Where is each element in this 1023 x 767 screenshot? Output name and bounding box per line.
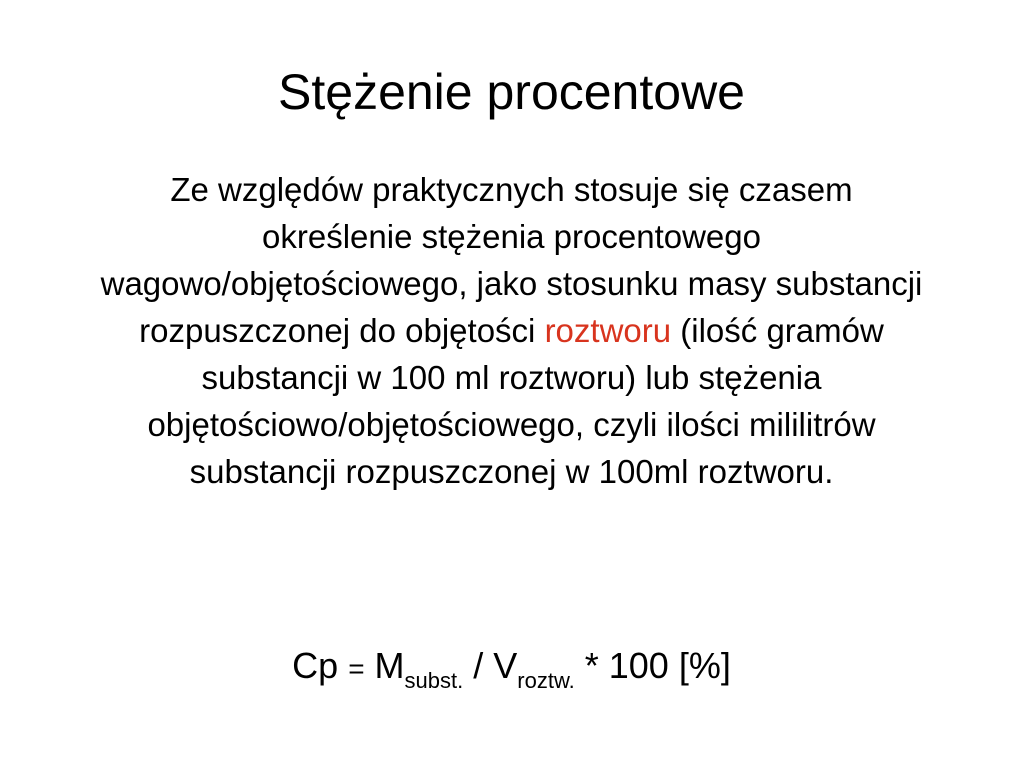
formula-divide-volume: / V [463, 645, 518, 686]
formula-lhs: Cp [292, 645, 349, 686]
body-text-part1: Ze względów praktycznych stosuje się czasem określenie stężenia procentowego wagowo/objętościowego, jako stosunku masy substancji rozpuszczonej do objętości [100, 171, 923, 349]
formula-tail: * 100 [%] [574, 645, 731, 686]
body-highlight-roztworu: roztworu [544, 312, 672, 349]
body-text-part2: (ilość gramów substancji w 100 ml roztworu) lub stężenia objętościowo/objętościowego, czyli ilości mililitrów substancji rozpuszczonej w 100ml roztworu. [147, 312, 884, 490]
slide-title: Stężenie procentowe [278, 64, 745, 120]
formula-mass-subscript: subst. [404, 668, 464, 693]
formula-equals: = [348, 653, 365, 684]
slide-body-paragraph [100, 166, 923, 495]
formula-volume-subscript: roztw. [517, 668, 575, 693]
concentration-formula [0, 642, 1023, 693]
formula-mass-symbol: M [364, 645, 405, 686]
